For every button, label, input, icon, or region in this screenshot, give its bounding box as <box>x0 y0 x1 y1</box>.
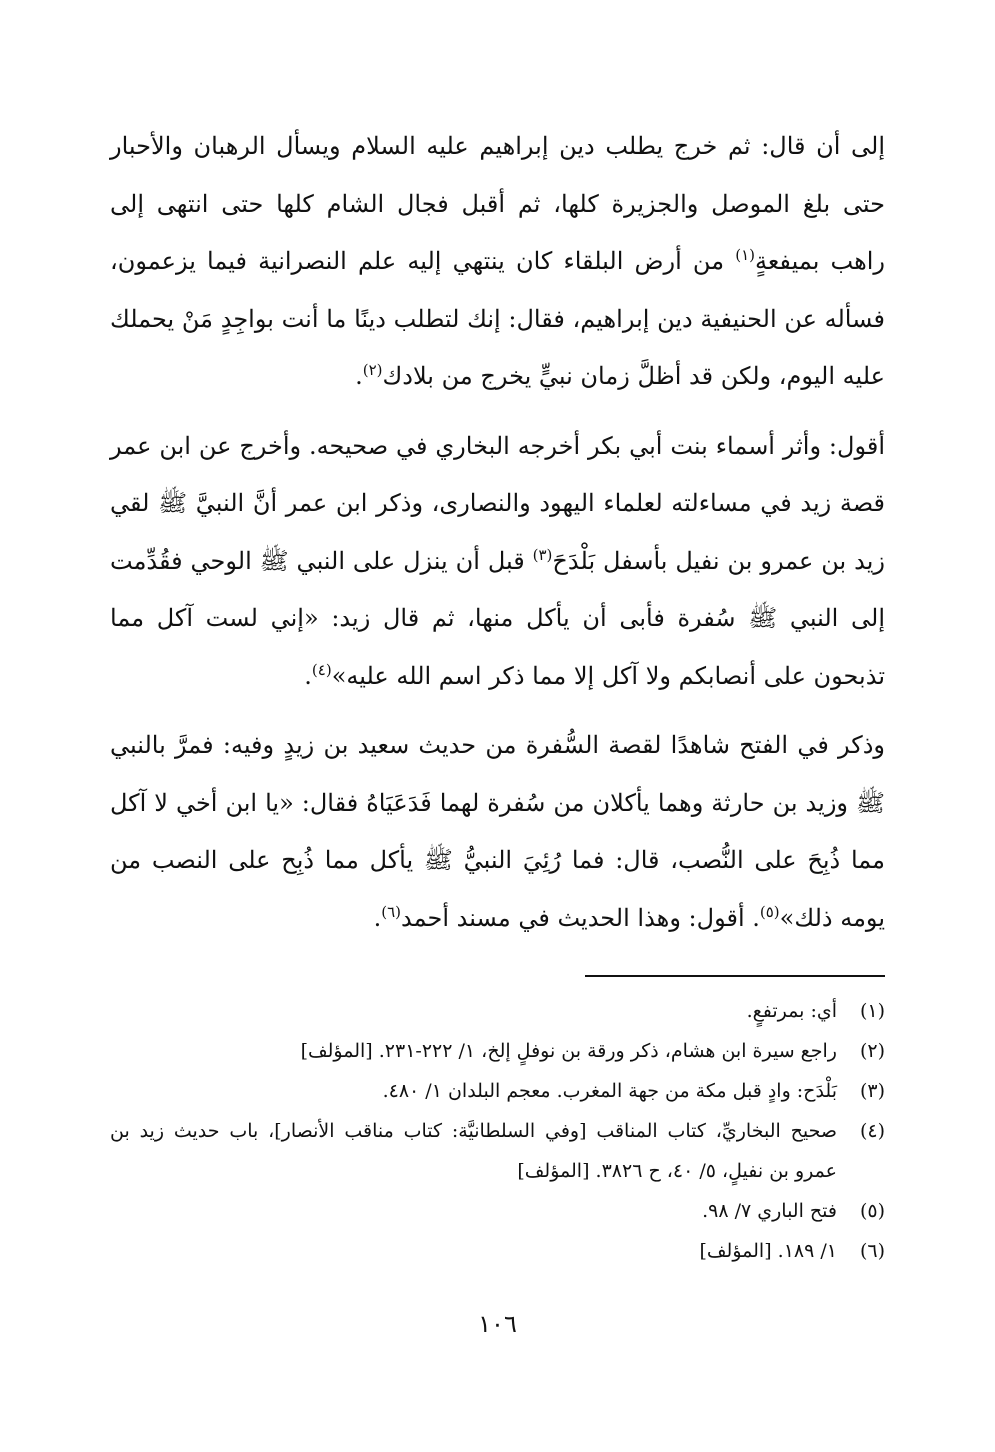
footnote-ref: (١) <box>735 246 755 264</box>
footnote-divider <box>585 975 885 977</box>
paragraph-text: إلى أن قال: ثم خرج يطلب دين إبراهيم عليه السلام ويسأل الرهبان والأحبار حتى بلغ الموصل والجزيرة كلها، ثم أقبل فجال الشام كلها حتى انتهى إلى راهب بميفعةٍ <box>110 132 885 275</box>
paragraph-3 <box>110 717 885 947</box>
footnote-number: (٣) <box>859 1080 885 1102</box>
paragraph-1 <box>110 118 885 406</box>
paragraph-text: . <box>355 362 363 390</box>
footnote-ref: (٥) <box>759 902 780 921</box>
footnote-text: صحيح البخاريِّ، كتاب المناقب [وفي السلطانيَّة: كتاب مناقب الأنصار]، باب حديث زيد بن عمرو بن نفيلٍ، ٥/ ٤٠، ح ٣٨٢٦. [المؤلف] <box>110 1120 837 1182</box>
footnote-number: (٢) <box>859 1040 885 1062</box>
footnote-ref: (٢) <box>362 361 383 379</box>
footnotes <box>110 991 885 1271</box>
footnote-1 <box>110 991 885 1031</box>
paragraph-text: . <box>304 661 312 690</box>
page-number: ١٠٦ <box>478 1310 517 1338</box>
footnote-ref: (٦) <box>381 902 402 921</box>
footnote-ref: (٤) <box>311 660 332 679</box>
footnote-2 <box>110 1031 885 1071</box>
paragraph-text: وذكر في الفتح شاهدًا لقصة السُّفرة من حديث سعيد بن زيدٍ وفيه: فمرَّ بالنبي ﷺ وزيد بن حارثة وهما يأكلان من سُفرة لهما فَدَعَيَاهُ فقال: «يا ابن أخي لا آكل مما ذُبِحَ على النُّصب، قال: فما رُئِيَ النبيُّ ﷺ يأكل مما ذُبِح على النصب من يومه ذلك» <box>110 731 885 932</box>
paragraph-2 <box>110 418 885 706</box>
footnote-number: (٥) <box>859 1200 885 1222</box>
paragraph-text: من أرض البلقاء كان ينتهي إليه علم النصرانية فيما يزعمون، فسأله عن الحنيفية دين إبراهيم، فقال: إنك لتطلب دينًا ما أنت بواجِدٍ مَنْ يحملك عليه اليوم، ولكن قد أظلَّ زمان نبيٍّ يخرج من بلادك <box>110 247 885 390</box>
footnote-text: راجع سيرة ابن هشام، ذكر ورقة بن نوفلٍ إلخ، ١/ ٢٢٢-٢٣١. [المؤلف] <box>300 1040 837 1062</box>
footnote-ref: (٣) <box>532 545 553 564</box>
footnote-4 <box>110 1111 885 1191</box>
paragraph-text: قبل أن ينزل على النبي ﷺ الوحي فقُدِّمت إلى النبي ﷺ سُفرة فأبى أن يأكل منها، ثم قال زيد: «إني لست آكل مما تذبحون على أنصابكم ولا آكل إلا مما ذكر اسم الله عليه» <box>110 546 885 690</box>
footnote-text: بَلْدَح: وادٍ قبل مكة من جهة المغرب. معجم البلدان ١/ ٤٨٠. <box>382 1080 837 1102</box>
footnote-number: (١) <box>859 1000 885 1022</box>
footnote-6 <box>110 1231 885 1271</box>
footnote-number: (٦) <box>859 1240 885 1262</box>
footnote-5 <box>110 1191 885 1231</box>
footnote-text: أي: بمرتفعٍ. <box>746 1000 837 1022</box>
paragraph-text: . أقول: وهذا الحديث في مسند أحمد <box>401 903 760 932</box>
footnote-number: (٤) <box>859 1120 885 1142</box>
paragraph-text: أقول: وأثر أسماء بنت أبي بكر أخرجه البخاري في صحيحه. وأخرج عن ابن عمر قصة زيد في مساءلته لعلماء اليهود والنصارى، وذكر ابن عمر أنَّ النبيَّ ﷺ لقي زيد بن عمرو بن نفيل بأسفل بَلْدَحَ <box>110 431 886 575</box>
paragraph-text: . <box>373 903 382 932</box>
footnote-3 <box>110 1071 885 1111</box>
footnote-text: فتح الباري ٧/ ٩٨. <box>702 1200 837 1222</box>
footnote-text: ١/ ١٨٩. [المؤلف] <box>699 1240 837 1262</box>
